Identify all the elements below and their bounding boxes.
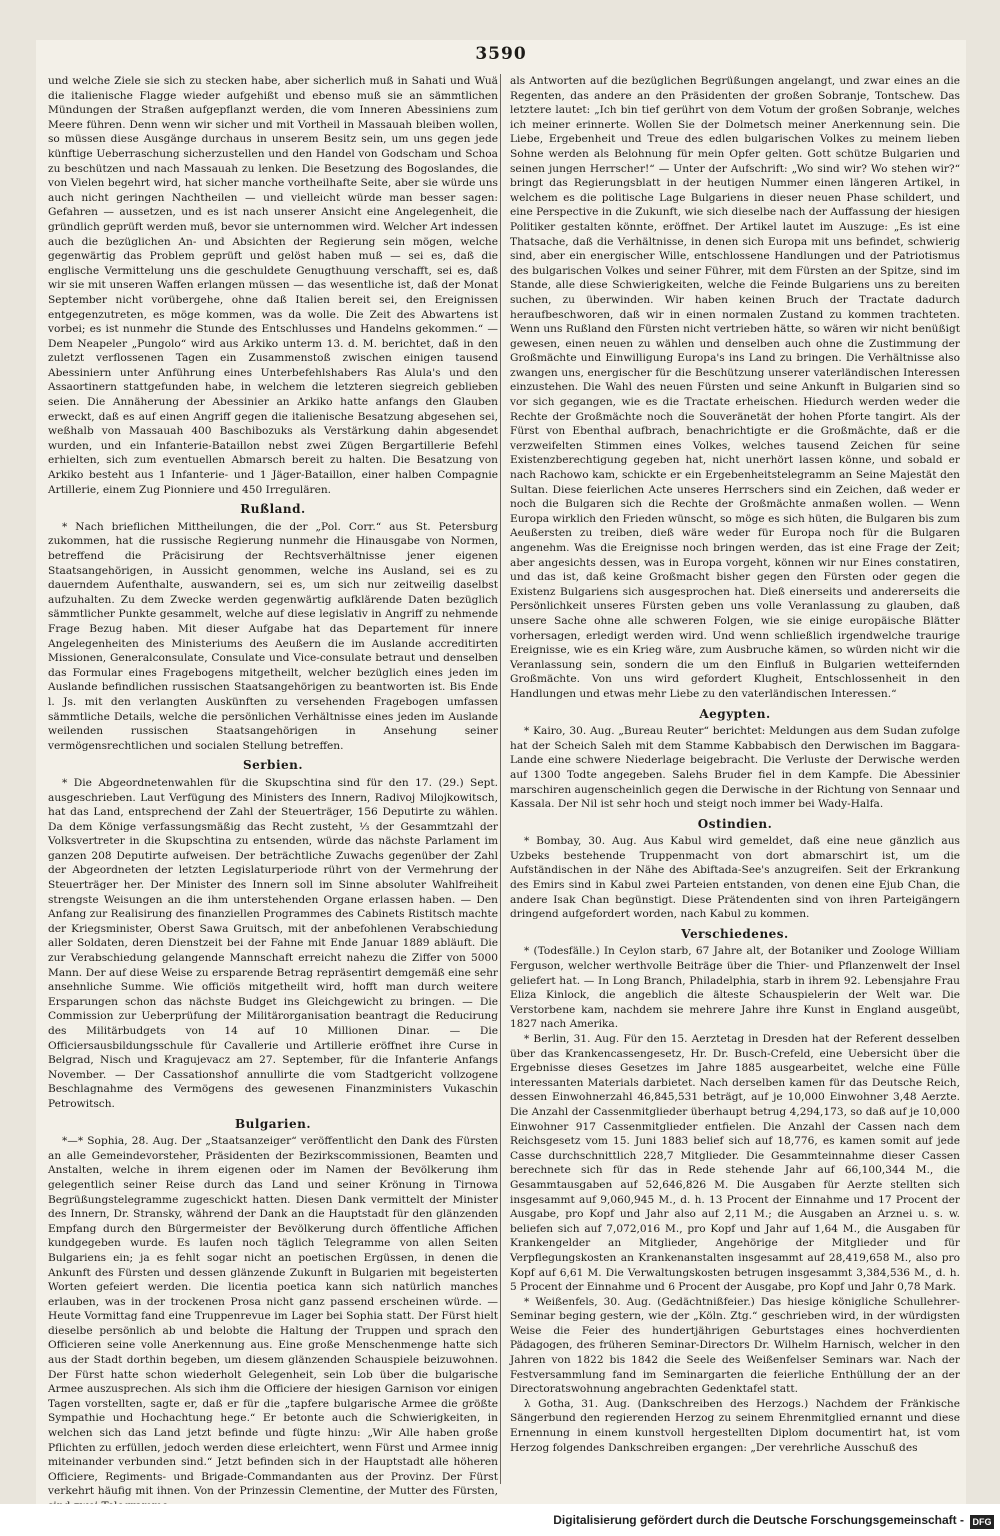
article-paragraph: als Antworten auf die bezüglichen Begrüßungen angelangt, und zwar eines an die Regenten, das andere an den Präsidenten der großen Sobranje, Tontschew. Das letztere lautet: „Ich bin tief gerührt von dem Votum der großen Sobranje, welches ich meiner erinnerte. Wollen Sie der Dolmetsch meiner Anerkennung sein. Die Liebe, Ergebenheit und Treue des edlen bulgarischen Volkes zu meinem lieben Sohne werden als Belohnung für mein Opfer gelten. Gott schütze Bulgarien und seinen jungen Herrscher!“ — Unter der Aufschrift: „Wo sind wir? Wo stehen wir?“ bringt das Regierungsblatt in der heutigen Nummer einen längeren Artikel, in welchem es die politische Lage Bulgariens in dieser neuen Phase schildert, und eine Perspective in die Zukunft, wie sich dieselbe nach der Auffassung der hiesigen Politiker gestalten könnte, eröffnet. Der Artikel lautet im Auszuge: „Es ist eine Thatsache, daß die Verhältnisse, in denen sich Europa mit uns befindet, schwierig sind, aber ein energischer Wille, entschlossene Handlungen und der Patriotismus des bulgarischen Volkes und seiner Führer, mit dem Fürsten an der Spitze, sind im Stande, alle diese Schwierigkeiten, welche die Feinde Bulgariens uns zu bereiten suchen, zu überwinden. Wir haben keinen Bruch der Tractate dadurch heraufbeschworen, daß wir in einen normalen Zustand zu kommen trachteten. Wenn uns Rußland den Fürsten nicht vertrieben hätte, so wären wir nicht benüßigt gewesen, einen neuen zu wählen und denselben auch ohne die Zustimmung der Großmächte und Einwilligung Europa's ins Land zu bringen. Die Verhältnisse also zwangen uns, energischer für die Beschützung unserer vaterländischen Interessen einzustehen. Die Wahl des neuen Fürsten und seine Ankunft in Bulgarien sind so vor sich gegangen, wie es die Tractate erheischen. Hiedurch werden weder die Rechte der Großmächte noch die Souveränetät der hohen Pforte tangirt. Als der Fürst von Ebenthal aufbrach, benachrichtigte er die Großmächte, daß er die verzweifelten Stimmen eines Volkes, welches tausend Zeichen für seine Existenzberechtigung gegeben hat, nicht unerhört lassen könne, und sobald er nach Rachowo kam, schickte er ein Ergebenheitstelegramm an Seine Majestät den Sultan. Diese feierlichen Acte unseres Herrschers sind ein Zeichen, daß weder er noch die Bulgaren sich die Rechte der Großmächte anmaßen wollen. — Wenn Europa wirklich den Frieden wünscht, so möge es sich hüten, die Bulgaren bis zum Aeußersten zu treiben, dieß wäre weder für Europa noch für die Bulgaren angenehm. Was die Ereignisse noch bringen werden, das ist eine Frage der Zeit; aber angesichts dessen, was in Europa vorgeht, können wir nur Eines constatiren, und das ist, daß keine Großmacht bisher gegen den Fürsten oder gegen die Existenz Bulgariens sich ausgesprochen hat. Dieß einerseits und andererseits die Persönlichkeit unseres Fürsten geben uns volle Veranlassung zu glauben, daß unsere Sache ohne alle schweren Folgen, wie sie einige europäische Blätter vorhersagen, erledigt werden wird. Und wenn schließlich irgendwelche traurige Ereignisse, wie es ein Krieg wäre, zum Ausbruche kämen, so würden nicht wir die Veranlassung sein, sondern die um den Einfluß in Bulgarien wetteifernden Großmächte. Von uns wird gefordert Klugheit, Entschlossenheit in den Handlungen und etwas mehr Liebe zu den vaterländischen Interessen.“ [510,75,960,700]
article-paragraph: * Bombay, 30. Aug. Aus Kabul wird gemeldet, daß eine neue gänzlich aus Uzbeks bestehende Truppenmacht von dort abmarschirt ist, um die Aufständischen in der Nähe des Abiftada-See's anzugreifen. Seit der Erkrankung des Emirs sind in Kabul zwei Parteien entstanden, von denen eine Ejub Chan, die andere Isak Chan begünstigt. Diese Prätendenten sind von ihren Parteigängern dringend aufgefordert worden, nach Kabul zu kommen. [510,835,960,921]
column-divider [500,74,501,1484]
article-paragraph: λ Gotha, 31. Aug. (Dankschreiben des Herzogs.) Nachdem der Fränkische Sängerbund den regierenden Herzog zu seinem Ehrenmitglied ernannt und diese Ernennung in einem kunstvoll hergestellten Diplom documentirt hat, ist vom Herzog folgendes Dankschreiben ergangen: „Der verehrliche Ausschuß des [510,1397,960,1454]
section-heading: Ostindien. [697,816,773,831]
footer-bar [0,1504,1000,1536]
section-heading: Aegypten. [699,706,771,721]
funding-note: Digitalisierung gefördert durch die Deutsche Forschungsgemeinschaft - [553,1513,964,1527]
article-paragraph: * Nach brieflichen Mittheilungen, die der „Pol. Corr.“ aus St. Petersburg zukommen, hat die russische Regierung nunmehr die Hinausgabe von Normen, betreffend die Präcisirung der Rechtsverhältnisse jener eigenen Staatsangehörigen, in Aussicht genommen, welche ins Ausland, sei es zu dauerndem Aufenthalte, auswandern, sei es, um sich nur zeitweilig daselbst aufzuhalten. Zu dem Zwecke werden gegenwärtig aufklärende Daten bezüglich sämmtlicher Punkte gesammelt, welche auf diese legislativ in Angriff zu nehmende Frage Bezug haben. Mit dieser Aufgabe hat das Departement für innere Angelegenheiten des Ministeriums des Aeußern die im Auslande accreditirten Missionen, Generalconsulate, Consulate und Vice-consulate betraut und denselben das Formular eines Fragebogens mitgetheilt, welcher bezüglich eines jeden im Auslande befindlichen russischen Staatsangehörigen zu beantworten ist. Bis Ende l. Js. mit den verlangten Auskünften zu versehenden Fragebogen umfassen sämmtliche Details, welche die persönlichen Verhältnisse eines jeden im Auslande weilenden russischen Staatsangehörigen in Ansehung seiner vermögensrechtlichen und socialen Stellung betreffen. [48,520,498,752]
section-heading: Rußland. [240,502,306,517]
article-paragraph: * Kairo, 30. Aug. „Bureau Reuter“ berichtet: Meldungen aus dem Sudan zufolge hat der Scheich Saleh mit dem Stamme Kabbabisch den Derwischen im Baggara-Lande eine schwere Niederlage beigebracht. Die Verluste der Derwische werden auf 1300 Todte angegeben. Salehs Bruder fiel in dem Kampfe. Die Abessinier marschiren augenscheinlich gegen die Derwische in der Richtung von Sennaar und Kassala. Der Nil ist sehr hoch und steigt noch immer bei Wady-Halfa. [510,725,960,811]
article-paragraph: *—* Sophia, 28. Aug. Der „Staatsanzeiger“ veröffentlicht den Dank des Fürsten an alle Gemeindevorsteher, Präsidenten der Bezirkscommissionen, Beamten und Anstalten, welche in ihrem eigenen oder im Namen der Bevölkerung ihm gelegentlich seiner Reise durch das Land und seiner Krönung in Tirnowa Begrüßungstelegramme zugeschickt hatten. Diesen Dank vermittelt der Minister des Innern, Dr. Stransky, während der Dank an die Hauptstadt für den glänzenden Empfang durch den Bürgermeister der Bevölkerung durch öffentliche Affichen kundgegeben wurde. Es laufen noch täglich Telegramme von allen Seiten Bulgariens ein; ja es fehlt sogar nicht an poetischen Ergüssen, in denen die Ankunft des Fürsten und dessen glänzende Zukunft in Bulgarien mit begeisterten Worten gefeiert werden. Die licentia poetica kann sich natürlich manches erlauben, was in der trockenen Prosa nicht ganz passend erscheinen würde. — Heute Vormittag fand eine Truppenrevue im Lager bei Sophia statt. Der Fürst hielt dieselbe persönlich ab und belobte die Haltung der Truppen und sprach den Officieren seine volle Anerkennung aus. Eine große Menschenmenge hatte sich aus der Stadt dorthin begeben, um diesem glänzenden Schauspiele beizuwohnen. Der Fürst hatte schon wiederholt Gelegenheit, sein Lob über die bulgarische Armee auszusprechen. Als sich ihm die Officiere der hiesigen Garnison vor einigen Tagen vorstellten, sagte er, daß er für die „tapfere bulgarische Armee die größte Sympathie und Hochachtung hege.“ Er betonte auch die Schwierigkeiten, in welchen sich das Land jetzt befinde und fügte hinzu: „Wir Alle haben große Pflichten zu erfüllen, jedoch werden diese erleichtert, wenn Fürst und Armee innig miteinander verbunden sind.“ Jetzt befinden sich in der Hauptstadt alle höheren Officiere, Regiments- und Brigade-Commandanten aus der Provinz. Der Fürst verkehrt häufig mit ihnen. Von der Prinzessin Clementine, der Mutter des Fürsten, [48,1135,498,1498]
right-column [510,74,960,1494]
page-number: 3590 [475,44,527,64]
left-column [48,74,498,1498]
section-heading: Verschiedenes. [681,926,789,941]
article-paragraph: * (Todesfälle.) In Ceylon starb, 67 Jahre alt, der Botaniker und Zoologe William Ferguson, welcher werthvolle Beiträge über die Thier- und Pflanzenwelt der Insel geliefert hat. — In Long Branch, Philadelphia, starb in ihrem 92. Lebensjahre Frau Eliza Kinlock, die angeblich die älteste Schauspielerin der Welt war. Die Verstorbene kam, nachdem sie mehrere Jahre ihre Kunst in England ausgeübt, 1827 nach Amerika. [510,945,960,1031]
newspaper-page [36,40,966,1504]
article-paragraph: * Weißenfels, 30. Aug. (Gedächtnißfeier.) Das hiesige königliche Schullehrer-Seminar beging gestern, wie der „Köln. Ztg.“ geschrieben wird, in der würdigsten Weise die Feier des hundertjährigen Geburtstages eines hochverdienten Pädagogen, des früheren Seminar-Directors Dr. Wilhelm Harnisch, welcher in den Jahren von 1822 bis 1842 die Seele des Weißenfelser Seminars war. Nach der Festversammlung fand im Seminargarten die feierliche Enthüllung der an der Directoratswohnung angebrachten Gedenktafel statt. [510,1295,960,1396]
section-heading: Serbien. [242,758,304,773]
dfg-logo-icon: DFG [970,1515,994,1529]
article-paragraph: und welche Ziele sie sich zu stecken habe, aber sicherlich muß in Sahati und Wuä die italienische Flagge wieder aufgehißt und ebenso muß sie an sämmtlichen Mündungen der Straßen aufgepflanzt werden, die vom Inneren Abessiniens zum Meere führen. Denn wenn wir sicher und mit Vortheil in Massauah bleiben wollen, so müssen diese Ausgänge durchaus in unserem Besitz sein, um uns gegen jede künftige Ueberraschung sicherzustellen und den Handel von Godscham und Schoa zu beschützen und nach Massauah zu lenken. Die Besetzung des Bogoslandes, die von Vielen begehrt wird, hat sicher manche vortheilhafte Seite, aber sie würde uns auch nicht geringen Nachtheilen — und vielleicht würde man besser sagen: Gefahren — aussetzen, und es ist nach unserer Ansicht eine Angelegenheit, die gründlich geprüft werden muß, bevor sie unternommen wird. Welcher Art indessen auch die bezüglichen An- und Absichten der Regierung sein mögen, welche gegenwärtig das Problem geprüft und gelöst haben muß — sei es, daß die englische Vermittelung uns die geschuldete Genugthuung verschafft, sei es, daß wir sie mit unseren Waffen erlangen müssen — das wesentliche ist, daß der Monat September nicht vorübergehe, ohne daß Italien bereit sei, den Ereignissen entgegenzutreten, es möge kommen, was da wolle. Die Zeit des Abwartens ist vorbei; es ist nunmehr die Stunde des Entschlusses und Handelns gekommen.“ — Dem Neapeler „Pungolo“ wird aus Arkiko unterm 13. d. M. berichtet, daß in den zuletzt verflossenen Tagen ein Zusammenstoß zwischen einigen tausend Abessiniern unter Anführung eines Unterbefehlshabers Ras Alula's und den Assaortinern stattgefunden habe, in welchem die letzteren siegreich geblieben seien. Die Annäherung der Abessinier an Arkiko hatte anfangs den Glauben erweckt, daß es auf einen Angriff gegen die italienische Besatzung abgesehen sei, weßhalb von Massauah 400 Baschibozuks als Verstärkung dahin abgesendet wurden, und ein Infanterie-Bataillon nebst zwei Zügen Bergartillerie Befehl erhielten, sich zum eventuellen Abmarsch bereit zu halten. Die Besatzung von Arkiko besteht aus 1 Infanterie- und 1 Jäger-Bataillon, einer halben Compagnie Artillerie, einem Zug Pionniere und 450 Irregulären. [48,75,498,496]
article-paragraph: * Berlin, 31. Aug. Für den 15. Aerztetag in Dresden hat der Referent desselben über das Krankencassengesetz, Hr. Dr. Busch-Crefeld, eine Uebersicht über die Ergebnisse dieses Gesetzes im Jahre 1885 ausgearbeitet, welche eine Fülle interessanten Materials darbietet. Nach derselben kamen für das Deutsche Reich, dessen Einwohnerzahl 46,845,531 beträgt, auf je 10,000 Einwohner 3,48 Aerzte. Die Anzahl der Cassenmitglieder überhaupt betrug 4,294,173, so daß auf je 10,000 Einwohner 917 Cassenmitglieder entfielen. Die Anzahl der Cassen nach dem Reichsgesetz vom 15. Juni 1883 belief sich auf 18,776, es kamen somit auf jede Casse durchschnittlich 228,7 Mitglieder. Die Gesammteinnahme dieser Cassen berechnete sich für das in Rede stehende Jahr auf 66,100,344 M., die Gesammtausgaben auf 52,646,826 M. Die Ausgaben für Aerzte stellten sich insgesammt auf 9,060,945 M., d. h. 13 Procent der Einnahme und 17 Procent der Ausgabe, pro Kopf und Jahr also auf 2,11 M.; die Ausgaben an Arznei u. s. w. beliefen sich auf 7,072,016 M., pro Kopf und Jahr auf 1,64 M., die Ausgaben für Krankengelder an Mitglieder, Angehörige der Mitglieder und für Verpflegungskosten an Krankenanstalten insgesammt auf 28,419,658 M., also pro Kopf auf 6,61 M. Die Verwaltungskosten betrugen insgesammt 3,384,536 M., d. h. 5 Procent der Einnahme und 6 Procent der Ausgabe, pro Kopf und Jahr 0,78 Mark. [510,1033,960,1294]
section-heading: Bulgarien. [234,1116,311,1131]
article-paragraph: * Die Abgeordnetenwahlen für die Skupschtina sind für den 17. (29.) Sept. ausgeschrieben. Laut Verfügung des Ministers des Innern, Radivoj Milojkowitsch, hat das Land, entsprechend der Zahl der Steuerträger, 156 Deputirte zu wählen. Da dem Könige verfassungsmäßig das Recht zusteht, ⅓ der Gesammtzahl der Volksvertreter in die Skupschtina zu entsenden, würde das nächste Parlament im ganzen 208 Deputirte aufweisen. Der beträchtliche Zuwachs gegenüber der Zahl der Abgeordneten der letzten Legislaturperiode rührt von der Vermehrung der Steuerträger her. Der Minister des Innern soll im Sinne absoluter Wahlfreiheit strengste Weisungen an die ihm unterstehenden Organe erlassen haben. — Den Anfang zur Realisirung des finanziellen Programmes des Cabinets Ristitsch machte der Kriegsminister, Oberst Sawa Gruitsch, mit der anbefohlenen Verabschiedung aller Soldaten, deren Dienstzeit bei der Fahne mit Ende Januar 1889 abläuft. Die zur Verabschiedung gelangende Mannschaft erreicht nahezu die Ziffer von 5000 Mann. Der auf diese Weise zu ersparende Betrag repräsentirt demgemäß eine sehr ansehnliche Summe. Wie officiös mitgetheilt wird, hofft man durch weitere Ersparungen schon das nächste Budget ins Gleichgewicht zu bringen. — Die Commission zur Ueberprüfung der Militärorganisation beantragt die Reducirung des Militärbudgets von 14 auf 10 Millionen Dinar. — Die Officiersausbildungsschule für Cavallerie und Artillerie eröffnet ihre Curse in Belgrad, Nisch und Kragujevacz am 27. September, für die Infanterie Anfangs November. — Der Cassationshof annullirte die vom Stadtgericht vollzogene Beschlagnahme des Vermögens des gewesenen Finanzministers Vukaschin Petrowitsch. [48,776,498,1110]
